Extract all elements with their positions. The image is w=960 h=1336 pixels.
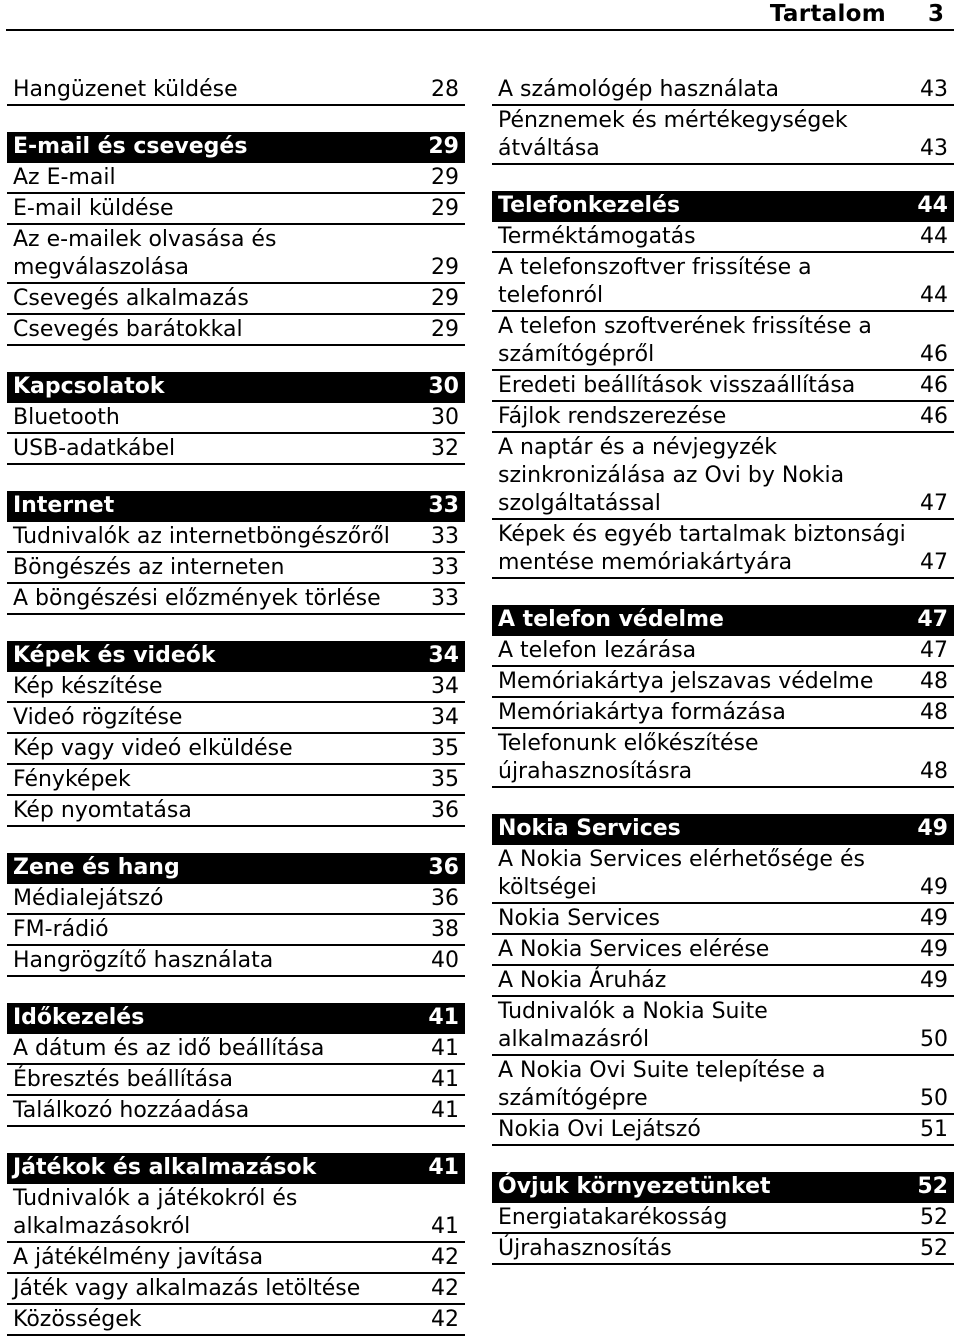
section-gap bbox=[7, 827, 465, 853]
toc-entry-page: 48 bbox=[920, 700, 948, 725]
toc-entry-title: Újrahasznosítás bbox=[498, 1236, 672, 1261]
section-gap bbox=[7, 465, 465, 491]
toc-entry-page: 28 bbox=[431, 77, 459, 102]
toc-entry[interactable] bbox=[492, 75, 954, 106]
toc-entry[interactable] bbox=[492, 520, 954, 579]
toc-entry-title: Az e-mailek olvasása és megválaszolása bbox=[13, 227, 277, 280]
toc-entry-page: 34 bbox=[431, 674, 459, 699]
section-gap bbox=[7, 106, 465, 132]
toc-entry[interactable] bbox=[7, 225, 465, 284]
toc-entry[interactable] bbox=[492, 106, 954, 165]
toc-entry[interactable] bbox=[7, 315, 465, 346]
toc-entry[interactable] bbox=[492, 253, 954, 312]
toc-entry-title: E-mail küldése bbox=[13, 196, 174, 221]
toc-entry[interactable] bbox=[7, 915, 465, 946]
toc-entry-title: Eredeti beállítások visszaállítása bbox=[498, 373, 856, 398]
toc-entry[interactable] bbox=[492, 729, 954, 788]
toc-entry-title: Időkezelés bbox=[13, 1005, 145, 1030]
section-gap bbox=[492, 579, 954, 605]
toc-entry-title: Kép készítése bbox=[13, 674, 163, 699]
toc-entry[interactable] bbox=[7, 522, 465, 553]
toc-entry-title: Óvjuk környezetünket bbox=[498, 1174, 771, 1199]
toc-entry-title: Játék vagy alkalmazás letöltése bbox=[13, 1276, 361, 1301]
toc-entry[interactable] bbox=[7, 553, 465, 584]
toc-entry-title: A böngészési előzmények törlése bbox=[13, 586, 381, 611]
toc-entry-page: 46 bbox=[920, 373, 948, 398]
toc-entry[interactable] bbox=[492, 667, 954, 698]
toc-entry-title: Kép nyomtatása bbox=[13, 798, 192, 823]
toc-right-column bbox=[492, 75, 954, 1265]
toc-entry-page: 47 bbox=[920, 638, 948, 663]
toc-entry-page: 29 bbox=[431, 317, 459, 342]
toc-entry-page: 47 bbox=[920, 491, 948, 516]
toc-entry-page: 33 bbox=[431, 586, 459, 611]
toc-entry-title: Nokia Services bbox=[498, 816, 681, 841]
toc-entry-title: Csevegés alkalmazás bbox=[13, 286, 249, 311]
toc-entry-page: 35 bbox=[431, 736, 459, 761]
toc-section-heading[interactable] bbox=[7, 1003, 465, 1034]
toc-entry[interactable] bbox=[7, 434, 465, 465]
toc-entry[interactable] bbox=[7, 796, 465, 827]
toc-entry-title: Terméktámogatás bbox=[498, 224, 696, 249]
toc-entry[interactable] bbox=[492, 1056, 954, 1115]
header-rule bbox=[6, 29, 954, 31]
toc-entry-title: Fájlok rendszerezése bbox=[498, 404, 727, 429]
toc-entry-title: Tudnivalók a játékokról és alkalmazásokról bbox=[13, 1186, 298, 1239]
toc-entry-page: 30 bbox=[428, 374, 459, 399]
toc-entry[interactable] bbox=[492, 935, 954, 966]
toc-entry[interactable] bbox=[7, 194, 465, 225]
toc-entry-title: A telefon lezárása bbox=[498, 638, 697, 663]
toc-entry-page: 42 bbox=[431, 1276, 459, 1301]
toc-entry[interactable] bbox=[7, 1274, 465, 1305]
toc-entry[interactable] bbox=[492, 1115, 954, 1146]
toc-entry-title: Képek és videók bbox=[13, 643, 216, 668]
toc-entry-title: Hangüzenet küldése bbox=[13, 77, 238, 102]
toc-entry-title: Memóriakártya jelszavas védelme bbox=[498, 669, 874, 694]
toc-entry[interactable] bbox=[492, 904, 954, 935]
toc-entry[interactable] bbox=[492, 966, 954, 997]
toc-entry-title: A telefon védelme bbox=[498, 607, 724, 632]
toc-entry-page: 44 bbox=[920, 283, 948, 308]
toc-entry-title: Memóriakártya formázása bbox=[498, 700, 786, 725]
toc-section-heading[interactable] bbox=[7, 853, 465, 884]
toc-entry-page: 36 bbox=[431, 886, 459, 911]
toc-entry[interactable] bbox=[7, 1305, 465, 1336]
toc-entry[interactable] bbox=[492, 1234, 954, 1265]
toc-entry[interactable] bbox=[492, 997, 954, 1056]
page-number: 3 bbox=[927, 1, 944, 27]
toc-entry-title: A dátum és az idő beállítása bbox=[13, 1036, 325, 1061]
toc-entry-title: Játékok és alkalmazások bbox=[13, 1155, 317, 1180]
section-gap bbox=[492, 1146, 954, 1172]
toc-entry[interactable] bbox=[7, 584, 465, 615]
toc-entry-title: Telefonkezelés bbox=[498, 193, 681, 218]
toc-entry-page: 29 bbox=[431, 196, 459, 221]
toc-entry-page: 36 bbox=[431, 798, 459, 823]
toc-entry[interactable] bbox=[492, 1203, 954, 1234]
toc-entry-page: 46 bbox=[920, 404, 948, 429]
toc-entry-page: 49 bbox=[920, 937, 948, 962]
toc-entry-page: 30 bbox=[431, 405, 459, 430]
toc-entry[interactable] bbox=[7, 1096, 465, 1127]
toc-entry-page: 33 bbox=[428, 493, 459, 518]
toc-entry-title: A Nokia Áruház bbox=[498, 968, 667, 993]
toc-entry-page: 42 bbox=[431, 1307, 459, 1332]
section-gap bbox=[7, 346, 465, 372]
toc-entry-page: 52 bbox=[920, 1236, 948, 1261]
toc-entry-title: E-mail és csevegés bbox=[13, 134, 248, 159]
toc-entry-page: 49 bbox=[920, 875, 948, 900]
toc-entry-page: 41 bbox=[431, 1067, 459, 1092]
toc-entry[interactable] bbox=[7, 672, 465, 703]
toc-entry[interactable] bbox=[7, 1184, 465, 1243]
toc-entry-page: 48 bbox=[920, 759, 948, 784]
toc-entry[interactable] bbox=[7, 1243, 465, 1274]
toc-entry-title: Közösségek bbox=[13, 1307, 142, 1332]
toc-section-heading[interactable] bbox=[492, 191, 954, 222]
toc-entry-page: 38 bbox=[431, 917, 459, 942]
toc-entry-page: 29 bbox=[431, 255, 459, 280]
toc-entry-title: Tudnivalók az internetböngészőről bbox=[13, 524, 390, 549]
toc-section-heading[interactable] bbox=[492, 814, 954, 845]
toc-entry-page: 43 bbox=[920, 136, 948, 161]
toc-entry-page: 47 bbox=[917, 607, 948, 632]
section-gap bbox=[7, 977, 465, 1003]
toc-entry[interactable] bbox=[492, 636, 954, 667]
toc-entry-page: 29 bbox=[431, 165, 459, 190]
toc-entry-page: 29 bbox=[428, 134, 459, 159]
page-title: Tartalom bbox=[769, 1, 886, 27]
toc-entry-title: Képek és egyéb tartalmak biztonsági mentése memóriakártyára bbox=[498, 522, 906, 575]
toc-entry[interactable] bbox=[7, 284, 465, 315]
toc-entry-page: 41 bbox=[428, 1005, 459, 1030]
toc-entry-page: 36 bbox=[428, 855, 459, 880]
toc-entry-page: 50 bbox=[920, 1086, 948, 1111]
toc-entry-title: USB-adatkábel bbox=[13, 436, 176, 461]
section-gap bbox=[492, 165, 954, 191]
toc-entry-page: 41 bbox=[431, 1036, 459, 1061]
toc-entry[interactable] bbox=[7, 884, 465, 915]
section-gap bbox=[492, 788, 954, 814]
toc-section-heading[interactable] bbox=[7, 641, 465, 672]
toc-entry-title: A számológép használata bbox=[498, 77, 780, 102]
toc-entry[interactable] bbox=[492, 371, 954, 402]
toc-entry-title: Hangrögzítő használata bbox=[13, 948, 274, 973]
toc-entry-page: 51 bbox=[920, 1117, 948, 1142]
toc-entry-title: A Nokia Services elérhetősége és költségei bbox=[498, 847, 865, 900]
toc-entry-title: Csevegés barátokkal bbox=[13, 317, 243, 342]
section-gap bbox=[7, 615, 465, 641]
toc-entry-title: Böngészés az interneten bbox=[13, 555, 285, 580]
toc-entry-title: Fényképek bbox=[13, 767, 131, 792]
toc-entry-title: A telefonszoftver frissítése a telefonról bbox=[498, 255, 812, 308]
toc-entry-title: Nokia Ovi Lejátszó bbox=[498, 1117, 701, 1142]
toc-entry[interactable] bbox=[492, 222, 954, 253]
toc-entry-title: FM-rádió bbox=[13, 917, 109, 942]
toc-section-heading[interactable] bbox=[7, 372, 465, 403]
toc-entry-title: Bluetooth bbox=[13, 405, 120, 430]
toc-entry-title: Találkozó hozzáadása bbox=[13, 1098, 250, 1123]
toc-entry[interactable] bbox=[7, 1034, 465, 1065]
toc-entry-title: Telefonunk előkészítése újrahasznosításra bbox=[498, 731, 759, 784]
toc-entry-title: Ébresztés beállítása bbox=[13, 1067, 233, 1092]
toc-entry[interactable] bbox=[7, 765, 465, 796]
toc-entry-title: Internet bbox=[13, 493, 115, 518]
toc-entry-title: A játékélmény javítása bbox=[13, 1245, 264, 1270]
toc-section-heading[interactable] bbox=[7, 491, 465, 522]
toc-entry[interactable] bbox=[7, 734, 465, 765]
toc-section-heading[interactable] bbox=[7, 1153, 465, 1184]
toc-entry-page: 40 bbox=[431, 948, 459, 973]
toc-entry-title: Videó rögzítése bbox=[13, 705, 183, 730]
toc-entry-page: 33 bbox=[431, 524, 459, 549]
toc-entry-title: A naptár és a névjegyzék szinkronizálása az Ovi by Nokia szolgáltatással bbox=[498, 435, 845, 516]
toc-entry[interactable] bbox=[492, 698, 954, 729]
toc-entry-page: 48 bbox=[920, 669, 948, 694]
toc-entry-title: Tudnivalók a Nokia Suite alkalmazásról bbox=[498, 999, 768, 1052]
toc-entry-title: A Nokia Services elérése bbox=[498, 937, 770, 962]
toc-entry-title: Energiatakarékosság bbox=[498, 1205, 728, 1230]
page-header bbox=[0, 0, 960, 30]
toc-entry-page: 46 bbox=[920, 342, 948, 367]
toc-entry[interactable] bbox=[7, 946, 465, 977]
toc-entry-page: 44 bbox=[917, 193, 948, 218]
toc-entry[interactable] bbox=[7, 703, 465, 734]
toc-entry-title: Az E-mail bbox=[13, 165, 116, 190]
toc-entry[interactable] bbox=[7, 403, 465, 434]
toc-entry-title: Zene és hang bbox=[13, 855, 180, 880]
toc-entry-page: 52 bbox=[920, 1205, 948, 1230]
toc-section-heading[interactable] bbox=[492, 605, 954, 636]
toc-entry-page: 33 bbox=[431, 555, 459, 580]
toc-entry[interactable] bbox=[7, 1065, 465, 1096]
toc-entry-page: 42 bbox=[431, 1245, 459, 1270]
toc-entry-title: Kapcsolatok bbox=[13, 374, 165, 399]
toc-entry-title: Pénznemek és mértékegységek átváltása bbox=[498, 108, 848, 161]
toc-entry-page: 50 bbox=[920, 1027, 948, 1052]
toc-entry[interactable] bbox=[492, 402, 954, 433]
toc-entry[interactable] bbox=[7, 75, 465, 106]
toc-section-heading[interactable] bbox=[7, 132, 465, 163]
toc-entry-title: Nokia Services bbox=[498, 906, 661, 931]
toc-entry-page: 34 bbox=[431, 705, 459, 730]
toc-entry-page: 49 bbox=[917, 816, 948, 841]
toc-entry-title: Médialejátszó bbox=[13, 886, 164, 911]
toc-entry-page: 43 bbox=[920, 77, 948, 102]
toc-entry-page: 49 bbox=[920, 968, 948, 993]
toc-entry-title: A Nokia Ovi Suite telepítése a számítógépre bbox=[498, 1058, 826, 1111]
section-gap bbox=[7, 1127, 465, 1153]
toc-entry-page: 41 bbox=[431, 1214, 459, 1239]
toc-entry[interactable] bbox=[492, 433, 954, 520]
toc-entry[interactable] bbox=[492, 312, 954, 371]
toc-entry-page: 41 bbox=[431, 1098, 459, 1123]
toc-entry-page: 32 bbox=[431, 436, 459, 461]
toc-entry-page: 34 bbox=[428, 643, 459, 668]
toc-entry-page: 29 bbox=[431, 286, 459, 311]
toc-entry-title: Kép vagy videó elküldése bbox=[13, 736, 293, 761]
toc-entry-title: A telefon szoftverének frissítése a számítógépről bbox=[498, 314, 872, 367]
toc-entry-page: 47 bbox=[920, 550, 948, 575]
toc-section-heading[interactable] bbox=[492, 1172, 954, 1203]
toc-entry-page: 35 bbox=[431, 767, 459, 792]
toc-entry-page: 41 bbox=[428, 1155, 459, 1180]
toc-entry-page: 52 bbox=[917, 1174, 948, 1199]
toc-left-column bbox=[7, 75, 465, 1336]
toc-entry[interactable] bbox=[7, 163, 465, 194]
toc-entry-page: 44 bbox=[920, 224, 948, 249]
toc-entry-page: 49 bbox=[920, 906, 948, 931]
toc-entry[interactable] bbox=[492, 845, 954, 904]
